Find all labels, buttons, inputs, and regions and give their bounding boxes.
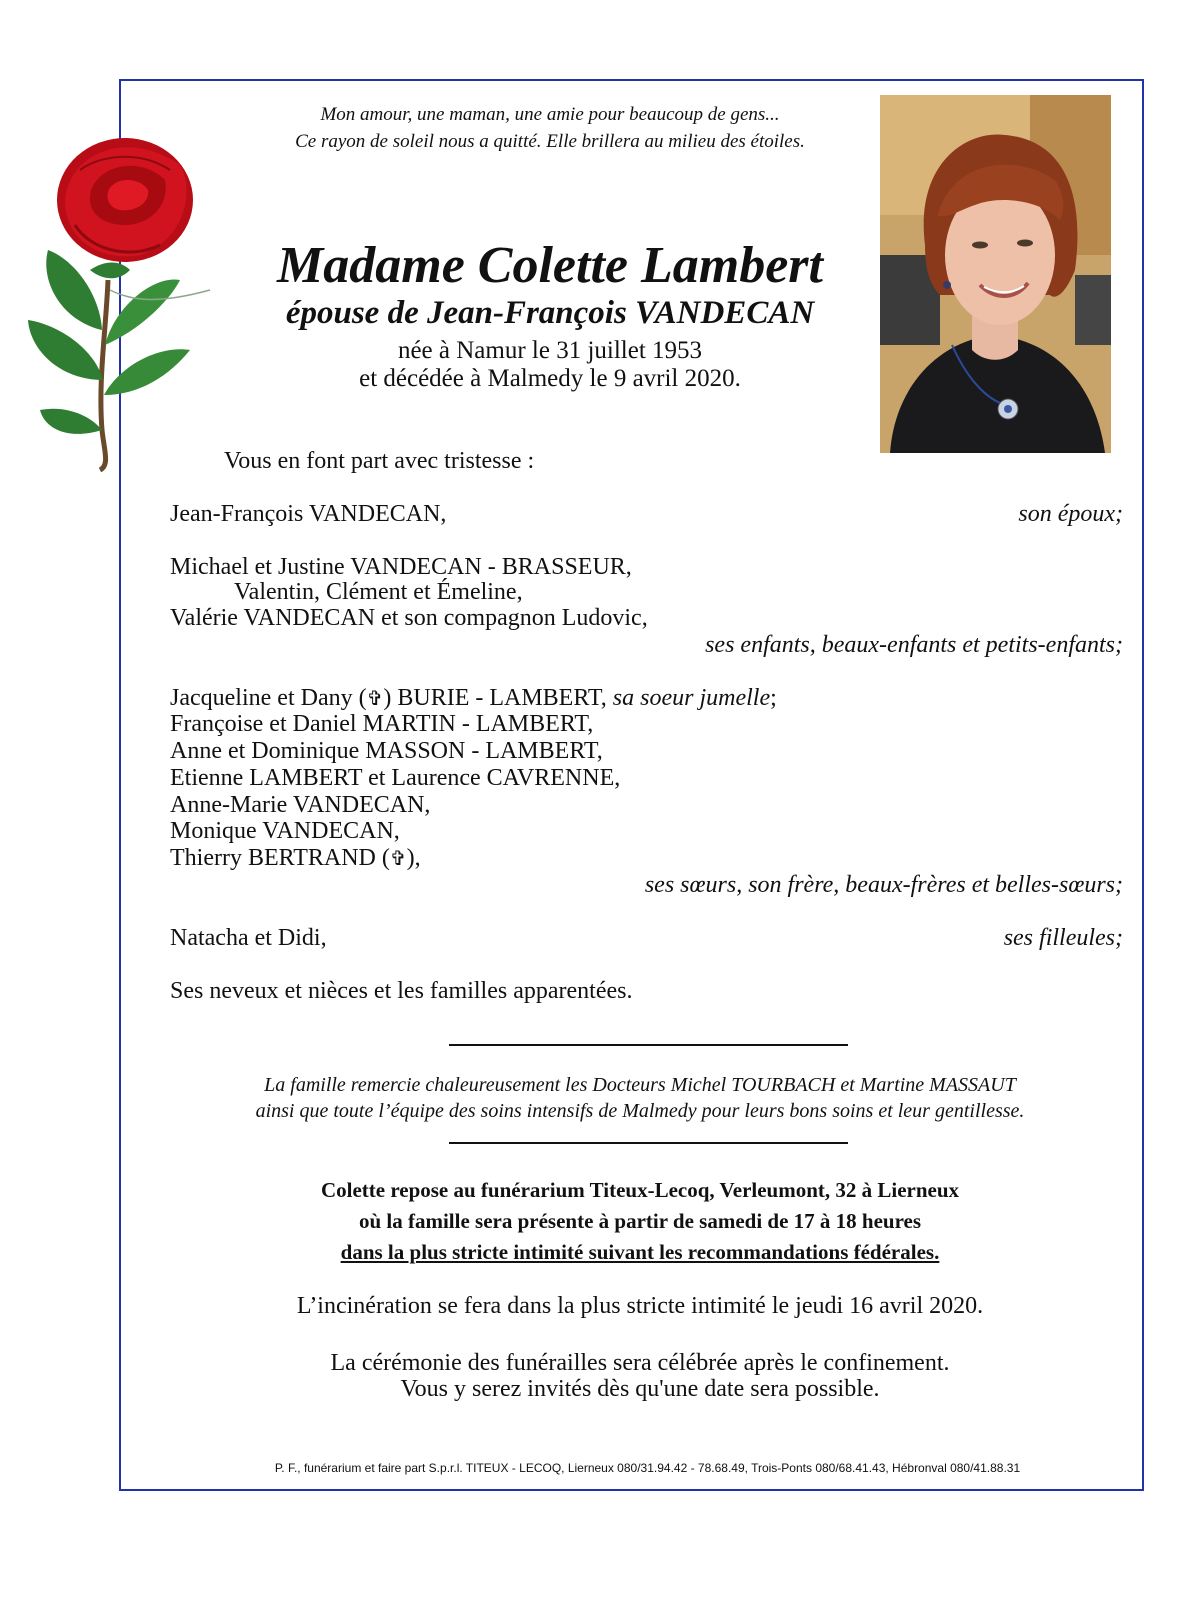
deceased-name: Madame Colette Lambert <box>277 237 823 294</box>
family-others: Ses neveux et nièces et les familles apparentées. <box>170 978 633 1004</box>
footer-funeral-home: P. F., funérarium et faire part S.p.r.l. TITEUX - LECOQ, Lierneux 080/31.94.42 - 78.68.49, Trois-Ponts 080/68.41.43, Hébronval 080/41.88.31 <box>274 1461 1021 1475</box>
death-line: et décédée à Malmedy le 9 avril 2020. <box>359 365 741 392</box>
thanks-line-2: ainsi que toute l’équipe des soins intensifs de Malmedy pour leurs bons soins et leur gentillesse. <box>255 1100 1025 1122</box>
family-children-line-2: Valentin, Clément et Émeline, <box>234 579 523 605</box>
family-children-line-3: Valérie VANDECAN et son compagnon Ludovic, <box>170 605 648 631</box>
family-sibling-line-4: Etienne LAMBERT et Laurence CAVRENNE, <box>170 765 621 791</box>
portrait-photo <box>880 95 1111 453</box>
sibling-7-name: Thierry BERTRAND ( <box>170 845 390 871</box>
sibling-1-relation: sa soeur jumelle <box>612 685 771 711</box>
family-spouse-name: Jean-François VANDECAN, <box>170 501 447 527</box>
family-sibling-line-5: Anne-Marie VANDECAN, <box>170 792 431 818</box>
family-sibling-line-2: Françoise et Daniel MARTIN - LAMBERT, <box>170 711 594 737</box>
family-godchildren: Natacha et Didi, <box>170 925 327 951</box>
thanks-line-1: La famille remercie chaleureusement les Docteurs Michel TOURBACH et Martine MASSAUT <box>264 1074 1016 1096</box>
family-sibling-line-7 <box>170 845 421 872</box>
sibling-1-names-a: Jacqueline et Dany ( <box>170 685 367 711</box>
visitation-line-3: dans la plus stricte intimité suivant les recommandations fédérales. <box>340 1240 940 1264</box>
family-spouse-relation: son époux; <box>1018 501 1123 527</box>
visitation-line-1: Colette repose au funérarium Titeux-Lecoq, Verleumont, 32 à Lierneux <box>320 1178 960 1202</box>
divider-top <box>449 1044 848 1046</box>
sibling-7-punct: ), <box>406 845 421 871</box>
spouse-line: épouse de Jean-François VANDECAN <box>285 295 815 331</box>
family-children-relation: ses enfants, beaux-enfants et petits-enfants; <box>705 632 1123 658</box>
family-sibling-line-3: Anne et Dominique MASSON - LAMBERT, <box>170 738 603 764</box>
intro-text: Vous en font part avec tristesse : <box>224 448 535 474</box>
family-siblings-relation: ses sœurs, son frère, beaux-frères et belles-sœurs; <box>644 872 1123 898</box>
cremation-text: L’incinération se fera dans la plus stricte intimité le jeudi 16 avril 2020. <box>296 1293 984 1319</box>
birth-line: née à Namur le 31 juillet 1953 <box>397 337 703 364</box>
sibling-1-punct: ; <box>770 685 777 711</box>
divider-bottom <box>449 1142 848 1144</box>
family-godchildren-relation: ses filleules; <box>1003 925 1123 951</box>
cross-icon: ✞ <box>389 846 407 870</box>
family-children-line-1: Michael et Justine VANDECAN - BRASSEUR, <box>170 554 632 580</box>
family-sibling-line-1 <box>170 685 777 712</box>
epigraph-line-2: Ce rayon de soleil nous a quitté. Elle brillera au milieu des étoiles. <box>295 131 805 152</box>
epigraph-line-1: Mon amour, une maman, une amie pour beaucoup de gens... <box>320 104 780 125</box>
cross-icon: ✞ <box>366 686 384 710</box>
ceremony-line-1: La cérémonie des funérailles sera célébrée après le confinement. <box>330 1350 950 1376</box>
red-rose-image <box>20 130 220 475</box>
ceremony-line-2: Vous y serez invités dès qu'une date sera possible. <box>400 1376 880 1402</box>
sibling-1-names-b: ) BURIE - LAMBERT, <box>383 685 613 711</box>
family-sibling-line-6: Monique VANDECAN, <box>170 818 400 844</box>
visitation-line-2: où la famille sera présente à partir de samedi de 17 à 18 heures <box>358 1209 922 1233</box>
